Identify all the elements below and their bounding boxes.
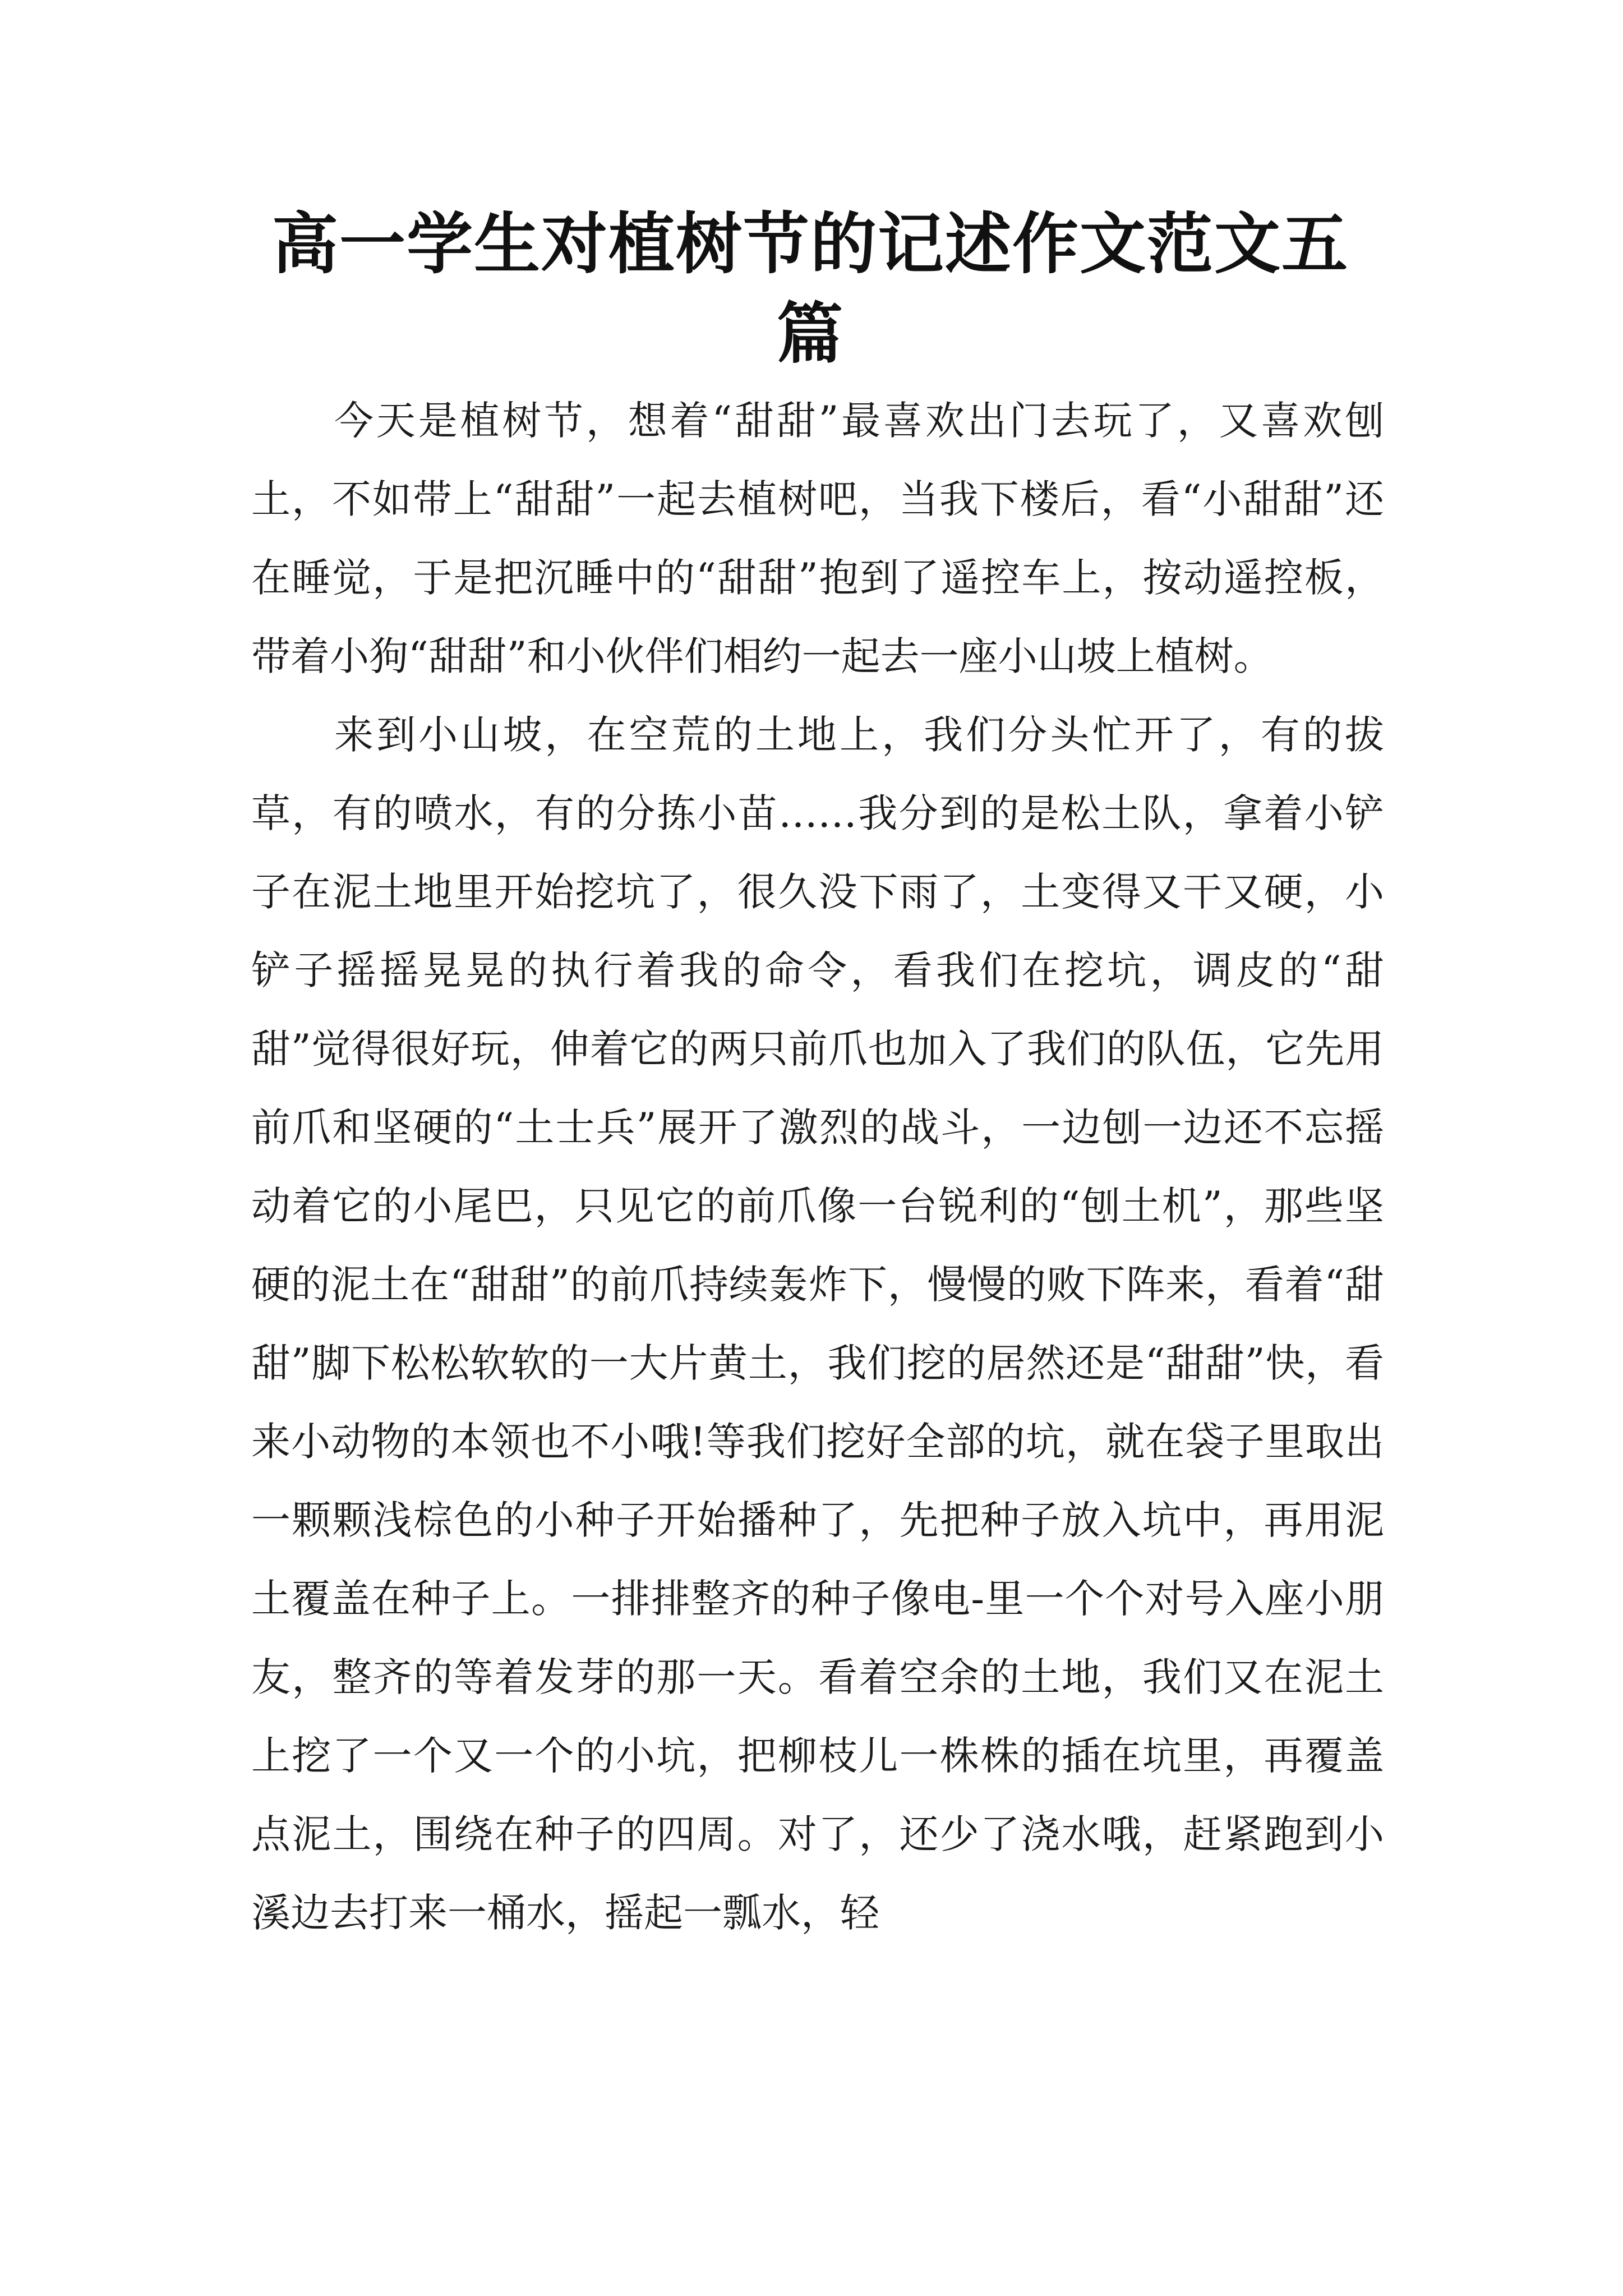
paragraph-1: 今天是植树节，想着“甜甜”最喜欢出门去玩了，又喜欢刨土，不如带上“甜甜”一起去植树吧，当我下楼后，看“小甜甜”还在睡觉，于是把沉睡中的“甜甜”抱到了遥控车上，按动遥控板，带着小狗“甜甜”和小伙伴们相约一起去一座小山坡上植树。 — [251, 398, 1384, 679]
paragraph-2: 来到小山坡，在空荒的土地上，我们分头忙开了，有的拔草，有的喷水，有的分拣小苗……我分到的是松土队，拿着小铲子在泥土地里开始挖坑了，很久没下雨了，土变得又干又硬，小铲子摇摇晃晃的执行着我的命令，看我们在挖坑，调皮的“甜甜”觉得很好玩，伸着它的两只前爪也加入了我们的队伍，它先用前爪和坚硬的“土士兵”展开了激烈的战斗，一边刨一边还不忘摇动着它的小尾巴，只见它的前爪像一台锐利的“刨土机”，那些坚硬的泥土在“甜甜”的前爪持续轰炸下，慢慢的败下阵来，看着“甜甜”脚下松松软软的一大片黄土，我们挖的居然还是“甜甜”快，看来小动物的本领也不小哦!等我们挖好全部的坑，就在袋子里取出一颗颗浅棕色的小种子开始播种了，先把种子放入坑中，再用泥土覆盖在种子上。一排排整齐的种子像电-里一个个对号入座小朋友，整齐的等着发芽的那一天。看着空余的土地，我们又在泥土上挖了一个又一个的小坑，把柳枝儿一株株的插在坑里，再覆盖点泥土，围绕在种子的四周。对了，还少了浇水哦，赶紧跑到小溪边去打来一桶水，摇起一瓢水，轻 — [251, 712, 1384, 1936]
document-title: 高一学生对植树节的记述作文范文五篇 — [271, 205, 1349, 372]
document-body — [251, 381, 1384, 1952]
